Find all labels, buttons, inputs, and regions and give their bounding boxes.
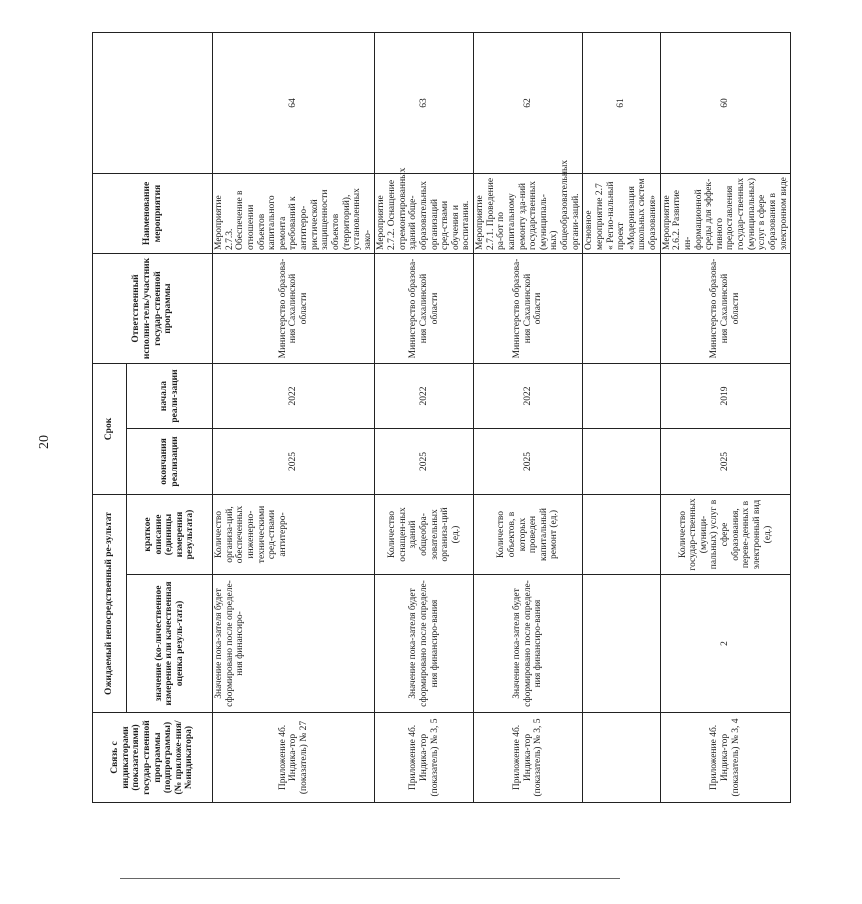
table-row — [660, 33, 791, 803]
header-responsible: Ответственный исполни-тель/участник государ-ственной программы — [93, 254, 213, 364]
header-term: Срок — [93, 364, 127, 495]
bottom-divider — [120, 878, 620, 879]
row-value — [213, 575, 375, 713]
row-value: 2 — [660, 575, 791, 713]
table-row — [474, 33, 583, 803]
row-num: 60 — [660, 33, 791, 174]
row-end — [583, 429, 660, 495]
row-end: 2025 — [375, 429, 474, 495]
row-num: 62 — [474, 33, 583, 174]
row-start: 2022 — [213, 364, 375, 429]
row-num: 64 — [213, 33, 375, 174]
header-link: Связь с индикаторами (показателями) государ-ственной программы (подпрограммы) (№ приложе-ния/№индикатора) — [93, 713, 213, 803]
row-desc-text: Количество организа-ций, обеспеченных инженерно-техническими сред-ствами антитерро- — [214, 505, 288, 564]
row-value: Значение пока-зателя будет сформировано после определе-ния финансиро-вания — [375, 575, 474, 713]
row-value-text: Значение пока-зателя будет сформировано после определе-ния финансиро- — [214, 580, 246, 707]
row-name-text: Мероприятие 2.7.3. Обеспечение в отношении объектов капитального ремонта требований к антитерро-ристической защищенности объектов (территорий), установленных зако- — [214, 188, 373, 250]
row-responsible: Министерство образова-ния Сахалинской области — [375, 254, 474, 364]
row-end: 2025 — [660, 429, 791, 495]
row-desc — [583, 495, 660, 575]
row-name: Мероприятие 2.7.1. Проведение ра-бот по капитальному ремонту зда-ний государственных (муниципаль-ных) общеобразовательных органи-заций. — [474, 174, 583, 254]
header-term-end: окончания реализации — [127, 429, 213, 495]
rotated-table-wrapper — [92, 33, 789, 803]
row-link: Приложение 4б. Индика-тор (показатель) № 3, 5 — [375, 713, 474, 803]
row-num: 63 — [375, 33, 474, 174]
header-result-desc: краткое описание (единицы измерения результата) — [127, 495, 213, 575]
row-link — [583, 713, 660, 803]
row-end: 2025 — [474, 429, 583, 495]
header-term-start: начала реали-зации — [127, 364, 213, 429]
table-row — [583, 33, 660, 803]
row-end: 2025 — [213, 429, 375, 495]
row-start: 2022 — [474, 364, 583, 429]
row-num: 61 — [583, 33, 660, 174]
header-result-value: значение (ко-личественное измерение или качественная оценка резуль-тата) — [127, 575, 213, 713]
header-result: Ожидаемый непосредственный ре-зультат — [93, 495, 127, 713]
row-link: Приложение 4б. Индика-тор (показатель) № 27 — [213, 713, 375, 803]
row-link: Приложение 4б. Индика-тор (показатель) № 3, 5 — [474, 713, 583, 803]
header-name: Наименование мероприятия — [93, 174, 213, 254]
row-desc: Количество государ-ственных (муници-пальных) услуг в сфере образования, переве-денных в электронный вид (ед.) — [660, 495, 791, 575]
row-value: Значение пока-зателя будет сформировано после определе-ния финансиро-вания — [474, 575, 583, 713]
row-responsible — [583, 254, 660, 364]
row-link: Приложение 4б. Индика-тор (показатель) № 3, 4 — [660, 713, 791, 803]
row-name — [213, 174, 375, 254]
row-responsible: Министерство образова-ния Сахалинской области — [213, 254, 375, 364]
row-responsible: Министерство образова-ния Сахалинской области — [474, 254, 583, 364]
row-name: Мероприятие 2.6.2. Развитие ин-формационной среды для эффек-тивного предоставления государ-ственных (муниципальных) услуг в сфере образования в электронном виде — [660, 174, 791, 254]
table-row — [375, 33, 474, 803]
row-name: Основное мероприятие 2.7 « Регио-нальный проект «Модернизация школьных систем образования» — [583, 174, 660, 254]
row-desc: Количество оснащен-ных зданий общеобра-зовательных организа-ций (ед.) — [375, 495, 474, 575]
page-number: 20 — [37, 435, 52, 449]
row-start — [583, 364, 660, 429]
row-start: 2019 — [660, 364, 791, 429]
row-desc: Количество объектов, в которых проведен капитальный ремонт (ед.) — [474, 495, 583, 575]
measures-table — [92, 32, 791, 803]
row-value — [583, 575, 660, 713]
table-stage — [92, 33, 862, 797]
row-desc — [213, 495, 375, 575]
header-num — [93, 33, 213, 174]
table-row — [213, 33, 375, 803]
row-responsible: Министерство образова-ния Сахалинской области — [660, 254, 791, 364]
row-start: 2022 — [375, 364, 474, 429]
row-name: Мероприятие 2.7.2. Оснащение отремонтированных зданий обще-образовательных организаций сред-ствами обучения и воспитания. — [375, 174, 474, 254]
